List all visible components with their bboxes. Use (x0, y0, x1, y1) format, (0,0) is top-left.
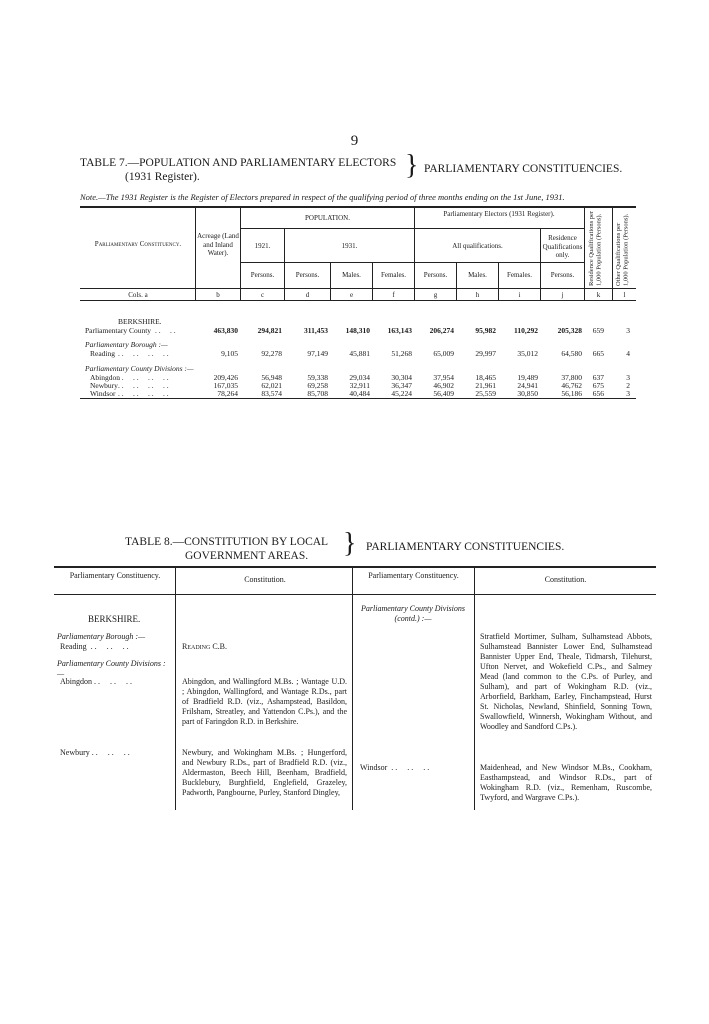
borough-heading: Parliamentary Borough :— (85, 340, 168, 349)
contd-heading: Parliamentary County Divisions (contd.) :— (361, 604, 465, 623)
row-label: Abingdon (90, 373, 120, 382)
brace-icon: } (343, 528, 357, 559)
table8-title-line2: GOVERNMENT AREAS. (185, 550, 309, 562)
table-cell: 3 (626, 373, 630, 382)
table-cell: 35,012 (517, 349, 538, 358)
header-electors: Parliamentary Electors (1931 Register). (443, 210, 555, 218)
table-cell: 69,258 (307, 381, 328, 390)
reading-label: Reading . . . . . . (60, 642, 129, 651)
header-population: POPULATION. (305, 214, 350, 222)
divider (474, 566, 475, 810)
row-dots: . . . . . . . . (118, 389, 169, 398)
header-all-qualifications: All qualifications. (452, 242, 503, 250)
table-cell: 46,902 (433, 381, 454, 390)
table-cell: 167,035 (213, 381, 238, 390)
table-cell: 30,304 (391, 373, 412, 382)
table-cell: 37,954 (433, 373, 454, 382)
table7-note: Note.—The 1931 Register is the Register of Electors prepared in respect of the qualifying period of three months ending on the 1st June, 1931. (80, 192, 565, 202)
table-cell: 21,961 (475, 381, 496, 390)
table-cell: 148,310 (345, 326, 370, 335)
header-1931: 1931. (341, 242, 358, 250)
county-divisions-heading: Parliamentary County Divisions :— (57, 659, 166, 678)
divider (414, 206, 415, 301)
divider (54, 594, 656, 595)
contd-constitution: Stratfield Mortimer, Sulham, Sulhamstead Abbots, Sulhamstead Bannister Lower End, Sulhamstead Bannister Upper End, Theale, Tidmarsh, Tilehurst, Ufton Nervet, and Wokefield C.Ps., and Salmey Mead (land common to the C.Ps. of Purley, and Sulham), and part of Wokingham R.D. (viz., Arborfield, Barkham, Earley, Finchampstead, Hurst St. Nicholas, Newland, Shinfield, Sonning Town, Swallowfield, Winnersh, Wokingham Without, and Woodley and Sandford C.Ps.). (480, 632, 652, 731)
table-cell: 92,278 (261, 349, 282, 358)
row-label: Newbury (90, 381, 118, 390)
header-constituency: Parliamentary Constituency. (368, 571, 459, 580)
table-cell: 51,268 (391, 349, 412, 358)
header-constitution: Constitution. (244, 575, 286, 584)
col-label: b (216, 291, 220, 299)
header-residence-only: Residence Qualifications only. (542, 234, 583, 259)
table-cell: 95,982 (475, 326, 496, 335)
table-cell: 36,347 (391, 381, 412, 390)
table-cell: 3 (626, 326, 630, 335)
table-cell: 311,453 (304, 326, 328, 335)
table-cell: 40,484 (349, 389, 370, 398)
table-cell: 46,762 (561, 381, 582, 390)
divider (414, 228, 584, 229)
table-cell: 45,224 (391, 389, 412, 398)
table-cell: 32,911 (349, 381, 370, 390)
table-cell: 56,186 (561, 389, 582, 398)
table-cell: 65,009 (433, 349, 454, 358)
row-dots: . . . . . . . . (118, 381, 169, 390)
divider (175, 566, 176, 810)
divider (240, 262, 584, 263)
borough-heading: Parliamentary Borough :— (57, 632, 146, 641)
brace-icon: } (405, 150, 419, 181)
header-constitution: Constitution. (544, 575, 587, 584)
table-cell: 78,264 (217, 389, 238, 398)
table-cell: 205,328 (557, 326, 582, 335)
header-males: Males. (342, 271, 361, 279)
col-label: c (260, 291, 265, 299)
windsor-constitution: Maidenhead, and New Windsor M.Bs., Cookham, Easthampstead, and Windsor R.Ds., part of Wokingham R.D. (viz., Remenham, Ruscombe, Twyford, and Wargrave C.Ps.). (480, 763, 652, 802)
col-label: i (518, 291, 521, 299)
col-label: k (596, 291, 601, 299)
table-cell: 30,850 (517, 389, 538, 398)
table-cell: 206,274 (429, 326, 454, 335)
table8-title (125, 535, 328, 563)
table-cell: 19,489 (517, 373, 538, 382)
table-cell: 9,105 (221, 349, 238, 358)
row-label: Parliamentary County (85, 326, 152, 335)
row-label: Reading (90, 349, 115, 358)
table7-title (80, 156, 396, 184)
header-males: Males. (468, 271, 487, 279)
col-label: Cols. a (128, 291, 148, 299)
table-cell: 463,830 (213, 326, 238, 335)
abingdon-constitution: Abingdon, and Wallingford M.Bs. ; Wantage U.D. ; Abingdon, Wallingford, and Wantage R.Ds., part of Bradfield R.D. (viz., Ashampstead, Basildon, Frilsham, Streatley, and Yattendon C.Ps.), and the part of Faringdon R.D. in Berkshire. (182, 677, 347, 726)
table-cell: 163,143 (387, 326, 412, 335)
divider (612, 206, 613, 301)
divider (80, 300, 636, 301)
table-cell: 3 (626, 389, 630, 398)
newbury-label: Newbury . . . . . . (60, 748, 130, 757)
row-dots: . . . . (155, 326, 176, 335)
header-other-per-1000: Other Qualifications per 1,000 Population (Persons). (615, 213, 630, 286)
table-cell: 209,426 (213, 373, 238, 382)
table-cell: 37,800 (561, 373, 582, 382)
table7-right-title: PARLIAMENTARY CONSTITUENCIES. (424, 163, 623, 175)
divider (80, 206, 636, 208)
col-label: d (305, 291, 310, 299)
table-cell: 45,881 (349, 349, 370, 358)
header-females: Females. (380, 271, 407, 279)
table-cell: 659 (592, 326, 604, 335)
table-cell: 675 (592, 381, 604, 390)
col-label: l (623, 291, 626, 299)
county-heading: BERKSHIRE. (88, 614, 141, 624)
col-label: h (475, 291, 480, 299)
row-dots: . . . . . . . . (118, 373, 169, 382)
county-heading: BERKSHIRE. (118, 317, 162, 326)
header-persons: Persons. (423, 271, 448, 279)
table-cell: 85,708 (307, 389, 328, 398)
divider (54, 566, 656, 568)
table-cell: 665 (592, 349, 604, 358)
table7-title-line2: (1931 Register). (125, 171, 200, 183)
table-cell: 25,559 (475, 389, 496, 398)
table-cell: 62,021 (261, 381, 282, 390)
col-label: g (433, 291, 438, 299)
header-constituency: Parliamentary Constituency. (69, 571, 161, 580)
table-cell: 56,948 (261, 373, 282, 382)
col-label: e (349, 291, 354, 299)
newbury-constitution: Newbury, and Wokingham M.Bs. ; Hungerford, and Newbury R.Ds., part of Bradfield R.D. (viz., Aldermaston, Beech Hill, Beenham, Bradfield, Bucklebury, Burghfield, Englefield, Grazeley, Padworth, Pangbourne, Purley, Stanford Dingley, (182, 748, 347, 797)
table8-title-line1: TABLE 8.—CONSTITUTION BY LOCAL (125, 536, 329, 548)
table-cell: 656 (592, 389, 604, 398)
divider (80, 288, 636, 289)
divisions-heading: Parliamentary County Divisions :— (85, 364, 194, 373)
header-persons: Persons. (550, 271, 575, 279)
header-acreage: Acreage (Land and Inland Water). (197, 232, 239, 257)
abingdon-label: Abingdon . . . . . . (60, 677, 132, 686)
divider (352, 566, 353, 810)
row-label: Windsor (90, 389, 116, 398)
table-cell: 2 (626, 381, 630, 390)
table-cell: 29,034 (349, 373, 370, 382)
header-persons: Persons. (250, 271, 275, 279)
table8-right-title: PARLIAMENTARY CONSTITUENCIES. (366, 541, 565, 553)
table-cell: 24,941 (517, 381, 538, 390)
col-label: f (392, 291, 395, 299)
table-cell: 4 (626, 349, 630, 358)
header-1921: 1921. (254, 242, 271, 250)
page-number: 9 (350, 133, 359, 149)
table-cell: 29,997 (475, 349, 496, 358)
table-cell: 59,338 (307, 373, 328, 382)
table-cell: 294,821 (257, 326, 282, 335)
header-residence-per-1000: Residence Qualifications per 1,000 Population (Persons). (588, 210, 603, 286)
col-label: j (561, 291, 564, 299)
header-persons: Persons. (295, 271, 320, 279)
header-females: Females. (506, 271, 533, 279)
table-cell: 83,574 (261, 389, 282, 398)
table-cell: 56,409 (433, 389, 454, 398)
table-cell: 97,149 (307, 349, 328, 358)
divider (240, 228, 414, 229)
reading-constitution: Reading C.B. (182, 642, 228, 651)
row-dots: . . . . . . . . (118, 349, 169, 358)
table-cell: 18,465 (475, 373, 496, 382)
table-cell: 110,292 (514, 326, 538, 335)
table-cell: 64,580 (561, 349, 582, 358)
table-cell: 637 (592, 373, 604, 382)
windsor-label: Windsor . . . . . . (360, 763, 430, 772)
divider (584, 206, 585, 301)
header-constituency: Parliamentary Constituency. (94, 240, 182, 248)
table7-title-line1: TABLE 7.—POPULATION AND PARLIAMENTARY ELECTORS (80, 157, 397, 169)
